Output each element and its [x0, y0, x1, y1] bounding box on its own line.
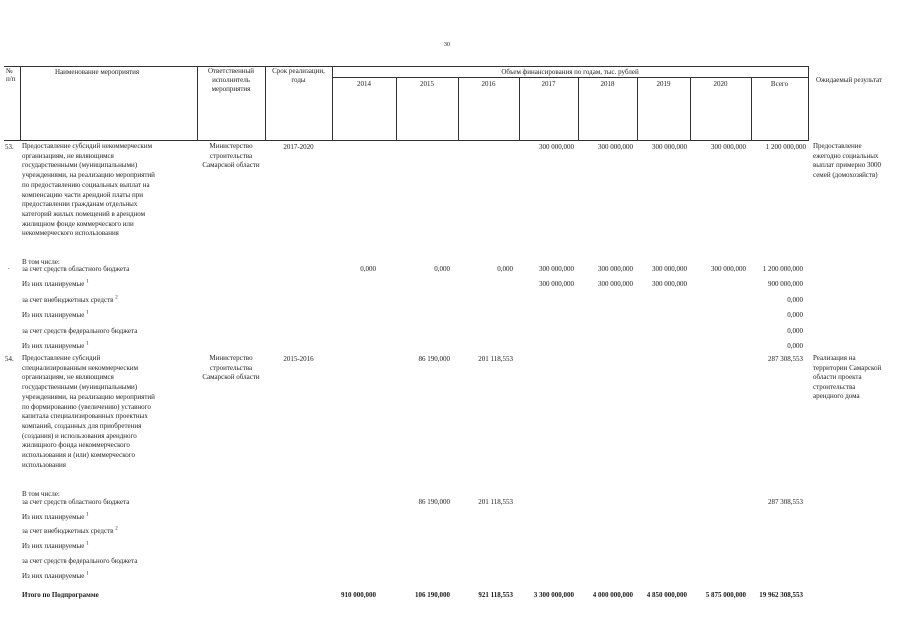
header-year: 2016: [481, 80, 496, 88]
funding-row-value: 86 190,000: [418, 498, 450, 506]
total-value: 106 190,000: [415, 591, 450, 599]
col-divider: [332, 66, 333, 141]
item-value: 86 190,000: [418, 355, 450, 363]
item-period: 2017-2020: [283, 143, 314, 151]
funding-row-total: 0,000: [787, 342, 803, 350]
header-year: 2017: [541, 80, 556, 88]
funding-row-label: Из них планируемые $^1$: [22, 541, 89, 551]
footnote-marker: 1: [86, 571, 89, 577]
page-number: 30: [444, 42, 450, 48]
item-value: 300 000,000: [539, 143, 574, 151]
total-value: 921 118,553: [478, 591, 513, 599]
funding-row-value: 300 000,000: [598, 265, 633, 273]
item-number: 53.: [5, 143, 14, 151]
including-label: В том числе:: [22, 490, 60, 498]
funding-row-value: 300 000,000: [539, 280, 574, 289]
funding-row-label: Из них планируемые $^1$: [22, 341, 89, 350]
header-executor: Ответственный исполнитель мероприятия: [207, 67, 255, 93]
col-divider: [20, 66, 21, 141]
header-period: Срок реализации, годы: [272, 67, 325, 84]
funding-row-label: за счет средств федерального бюджета: [22, 556, 138, 565]
col-divider: [808, 66, 809, 141]
item-result: Предоставление ежегодно социальных выплат примерно 3000 семей (домохозяйств): [813, 142, 882, 179]
funding-row-value: 300 000,000: [711, 265, 746, 273]
funding-row-value: 0,000: [434, 265, 450, 273]
grand-total-value: 19 962 308,553: [759, 591, 803, 599]
funding-row-total: 287 308,553: [768, 498, 803, 506]
header-year: 2020: [713, 80, 728, 88]
header-year: 2014: [357, 80, 371, 88]
funding-row-total: 0,000: [787, 311, 803, 320]
total-label: Итого по Подпрограмме: [22, 591, 99, 599]
total-value: 910 000,000: [341, 591, 376, 599]
funding-row-label: за счет средств областного бюджета: [22, 265, 130, 273]
funding-row-value: 300 000,000: [539, 265, 574, 273]
item-value-total: 287 308,553: [768, 355, 803, 363]
item-name: Предоставление субсидий некоммерческим организациям, не являющимся государственными (муниципальными) учреждениями, на реализацию мероприятий по предоставлению социальных выплат на компенсацию части арендной платы при предоставлении гражданам отдельных категорий жилых помещений в арендном жилищном фонде коммерческого или некоммерческого использования: [22, 142, 155, 238]
footnote-marker: 1: [86, 280, 89, 286]
total-value: 5 875 000,000: [705, 591, 746, 599]
footnote-marker: 1: [86, 341, 89, 347]
funding-row-label: за счет средств федерального бюджета: [22, 326, 138, 335]
header-year: 2018: [600, 80, 615, 88]
funding-row-total: 900 000,000: [768, 280, 803, 289]
item-result: Реализация на территории Самарской области проекта строительства арендного дома: [813, 354, 882, 400]
item-executor: Министерство строительства Самарской области: [202, 142, 260, 169]
funding-row-label: Из них планируемые $^1$: [22, 310, 89, 320]
header-name: Наименование мероприятия: [55, 68, 140, 76]
header-no: № п/п: [6, 67, 16, 83]
footnote-marker: 2: [115, 527, 118, 533]
funding-row-value: 0,000: [497, 265, 513, 273]
total-value: 4 850 000,000: [646, 591, 687, 599]
header-result: Ожидаемый результат: [816, 76, 883, 84]
footnote-marker: 1: [86, 541, 89, 547]
item-executor: Министерство строительства Самарской области: [202, 354, 260, 381]
funding-row-label: за счет внебюджетных средств $^2$: [22, 527, 118, 536]
header-year-total: Всего: [770, 80, 789, 88]
funding-row-total: 1 200 000,000: [762, 265, 803, 273]
footnote-marker: 1: [86, 512, 89, 518]
including-label: В том числе:: [22, 258, 60, 266]
item-number: 54.: [5, 355, 14, 363]
footnote-marker: 2: [115, 295, 118, 301]
header-bottom-line: [4, 140, 808, 141]
funding-row-label: за счет средств областного бюджета: [22, 498, 130, 506]
funding-row-total: 0,000: [787, 326, 803, 335]
total-value: 4 000 000,000: [592, 591, 633, 599]
item-value: 201 118,553: [478, 355, 513, 363]
marker: .: [8, 263, 10, 271]
funding-row-value: 201 118,553: [478, 498, 513, 506]
funding-row-total: 0,000: [787, 295, 803, 304]
header-funding-title: Объем финансирования по годам, тыс. рублей: [501, 68, 639, 76]
item-value-total: 1 200 000,000: [765, 143, 806, 151]
funding-row-value: 300 000,000: [652, 265, 687, 273]
funding-row-value: 300 000,000: [652, 280, 687, 289]
header-year: 2019: [656, 80, 671, 88]
total-value: 3 300 000,000: [533, 591, 574, 599]
funding-row-value: 0,000: [360, 265, 376, 273]
item-value: 300 000,000: [598, 143, 633, 151]
header-year: 2015: [420, 80, 434, 88]
footnote-marker: 1: [86, 310, 89, 316]
funding-row-label: Из них планируемые $^1$: [22, 571, 89, 580]
funding-row-value: 300 000,000: [598, 280, 633, 289]
item-name: Предоставление субсидий специализированным некоммерческим организациям, не являющимся государственными (муниципальными) учреждениями, на реализацию мероприятий по формированию (увеличению) уставного капитала специализированных проектных компаний, созданных для приобретения (создания) и использования арендного жилищного фонда некоммерческого использования и (или) коммерческого использования: [22, 354, 155, 469]
header-years-line: [332, 77, 808, 78]
item-value: 300 000,000: [711, 143, 746, 151]
funding-row-label: Из них планируемые $^1$: [22, 512, 89, 521]
item-value: 300 000,000: [652, 143, 687, 151]
item-period: 2015-2016: [283, 355, 314, 363]
funding-row-label: за счет внебюджетных средств $^2$: [22, 295, 118, 304]
funding-row-label: Из них планируемые $^1$: [22, 280, 89, 289]
